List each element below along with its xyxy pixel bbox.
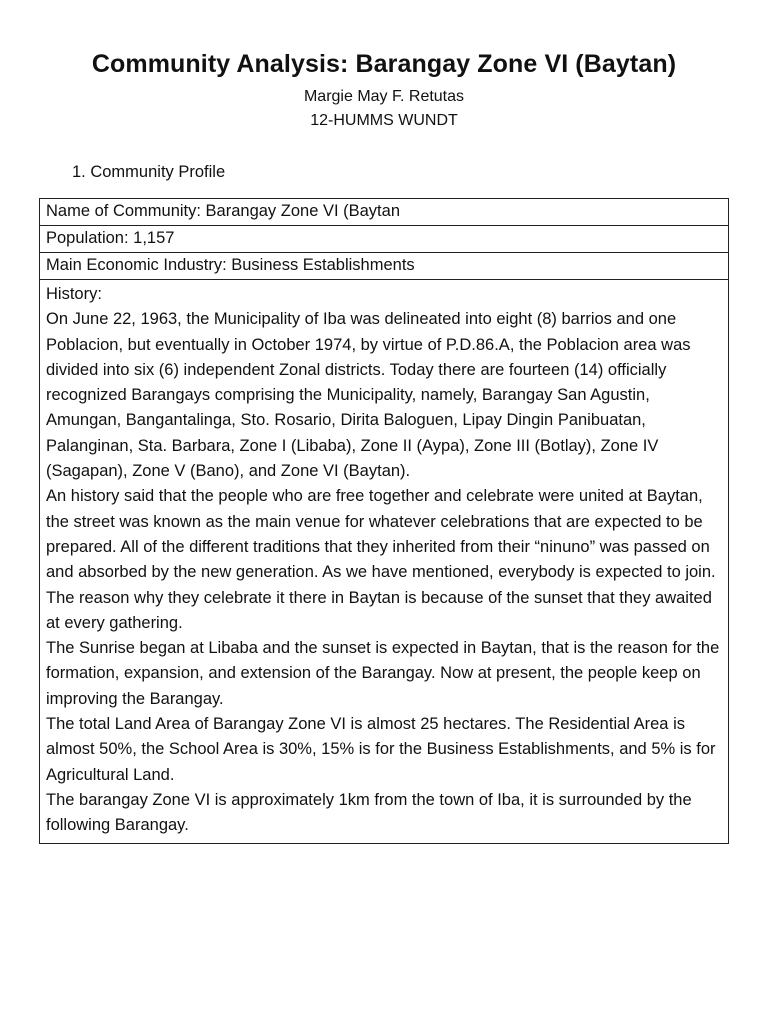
class-section: 12-HUMMS WUNDT [310,112,458,129]
history-paragraph: The total Land Area of Barangay Zone VI is almost 25 hectares. The Residential Area is almost 50%, the School Area is 30%, 15% is for the Business Establishments, and 5% is for Agricultural Land. [46,715,716,784]
section-heading: 1. Community Profile [72,163,226,181]
community-profile-table [39,198,729,844]
community-name-cell: Name of Community: Barangay Zone VI (Baytan [40,199,729,226]
history-paragraph: On June 22, 1963, the Municipality of Iba was delineated into eight (8) barrios and one Poblacion, but eventually in October 1974, by virtue of P.D.86.A, the Poblacion area was divided into six (6) independent Zonal districts. Today there are fourteen (14) officially recognized Barangays comprising the Municipality, namely, Barangay San Agustin, Amungan, Bangantalinga, Sto. Rosario, Dirita Baloguen, Lipay Dingin Panibuatan, Palanginan, Sta. Barbara, Zone I (Libaba), Zone II (Aypa), Zone III (Botlay), Zone IV (Sagapan), Zone V (Bano), and Zone VI (Baytan). [46,310,691,481]
history-cell [40,280,729,844]
table-row [40,280,729,844]
table-row [40,199,729,226]
table-row [40,253,729,280]
population-cell: Population: 1,157 [40,226,729,253]
table-row [40,226,729,253]
history-paragraph: An history said that the people who are free together and celebrate were united at Baytan, the street was known as the main venue for whatever celebrations that are expected to be prepared. All of the different traditions that they inherited from their “ninuno” was passed on and absorbed by the new generation. As we have mentioned, everybody is expected to join. The reason why they celebrate it there in Baytan is because of the sunset that they awaited at every gathering. [46,487,716,632]
economic-industry-cell: Main Economic Industry: Business Establishments [40,253,729,280]
author-name: Margie May F. Retutas [303,88,465,105]
history-label: History: [46,285,102,303]
history-paragraph: The Sunrise began at Libaba and the sunset is expected in Baytan, that is the reason for the formation, expansion, and extension of the Barangay. Now at present, the people keep on improving the Barangay. [46,639,720,708]
document-title: Community Analysis: Barangay Zone VI (Baytan) [91,50,677,78]
history-paragraph: The barangay Zone VI is approximately 1km from the town of Iba, it is surrounded by the following Barangay. [46,790,692,835]
